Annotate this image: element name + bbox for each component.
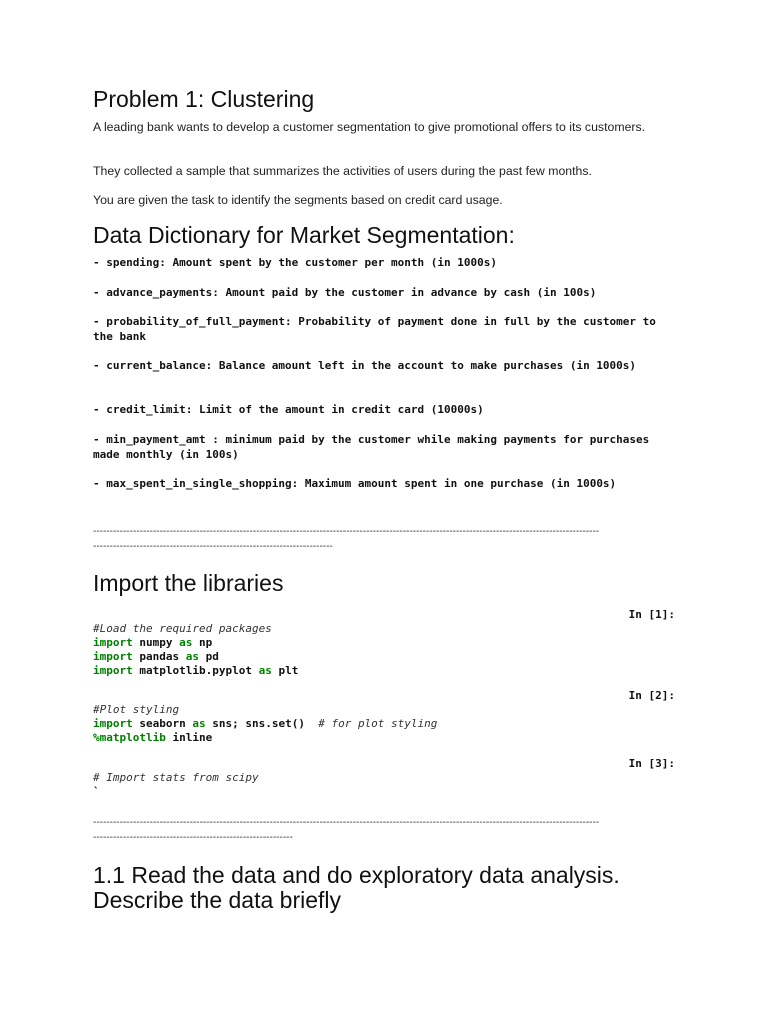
code-keyword: import xyxy=(93,636,133,649)
code-cell-2 xyxy=(93,703,437,745)
code-comment: #Load the required packages xyxy=(93,622,272,635)
sample-paragraph: They collected a sample that summarizes the activities of users during the past few months. xyxy=(93,164,592,178)
dictionary-item-credit-limit: - credit_limit: Limit of the amount in credit card (10000s) xyxy=(93,403,484,416)
code-keyword: import xyxy=(93,664,133,677)
section-title-line2: Describe the data briefly xyxy=(93,887,342,913)
module-name: pandas xyxy=(139,650,180,663)
problem-title: Problem 1: Clustering xyxy=(93,86,315,112)
code-stray-char: ` xyxy=(93,785,100,798)
separator-line: ------------------------------------------------------------------------ xyxy=(93,541,333,552)
intro-paragraph: A leading bank wants to develop a customer segmentation to give promotional offers to its customers. xyxy=(93,120,646,134)
dictionary-item-spending: - spending: Amount spent by the customer per month (in 1000s) xyxy=(93,256,497,269)
code-keyword: as xyxy=(185,650,199,663)
code-statement: sns; sns.set() xyxy=(212,717,305,730)
dictionary-title: Data Dictionary for Market Segmentation: xyxy=(93,222,515,248)
module-alias: np xyxy=(199,636,213,649)
dictionary-item-max-spent-single-shopping: - max_spent_in_single_shopping: Maximum amount spent in one purchase (in 1000s) xyxy=(93,477,617,490)
magic-argument: inline xyxy=(172,731,213,744)
module-alias: pd xyxy=(205,650,219,663)
section-title-line1: 1.1 Read the data and do exploratory data analysis. xyxy=(93,862,620,888)
code-comment: # Import stats from scipy xyxy=(93,771,259,784)
code-keyword: as xyxy=(192,717,206,730)
code-comment: #Plot styling xyxy=(93,703,180,716)
dictionary-item-advance-payments: - advance_payments: Amount paid by the customer in advance by cash (in 100s) xyxy=(93,286,597,299)
module-name: seaborn xyxy=(139,717,186,730)
cell-prompt: In [1]: xyxy=(628,608,675,621)
code-keyword: as xyxy=(258,664,272,677)
separator-line: -------------------------------------------------------------------------------------------------------------------------------------------------------- xyxy=(93,817,600,828)
separator-line: ------------------------------------------------------------ xyxy=(93,832,293,843)
dictionary-item-min-payment-amt: - min_payment_amt : minimum paid by the customer while making payments for purchases made monthly (in 100s) xyxy=(93,433,650,461)
code-cell-1 xyxy=(93,622,298,678)
separator-line: -------------------------------------------------------------------------------------------------------------------------------------------------------- xyxy=(93,526,600,537)
code-keyword: import xyxy=(93,650,133,663)
code-keyword: import xyxy=(93,717,133,730)
code-cell-3 xyxy=(93,771,259,799)
module-name: numpy xyxy=(139,636,173,649)
cell-prompt: In [2]: xyxy=(628,689,675,702)
module-alias: plt xyxy=(278,664,299,677)
task-paragraph: You are given the task to identify the segments based on credit card usage. xyxy=(93,193,503,207)
dictionary-item-current-balance: - current_balance: Balance amount left in the account to make purchases (in 1000s) xyxy=(93,359,637,372)
dictionary-item-probability-full-payment: - probability_of_full_payment: Probability of payment done in full by the customer to the bank xyxy=(93,315,656,343)
cell-prompt: In [3]: xyxy=(628,757,675,770)
code-keyword: as xyxy=(179,636,193,649)
code-comment: # for plot styling xyxy=(318,717,438,730)
module-name: matplotlib.pyplot xyxy=(139,664,252,677)
magic-command: %matplotlib xyxy=(93,731,166,744)
imports-title: Import the libraries xyxy=(93,570,284,596)
